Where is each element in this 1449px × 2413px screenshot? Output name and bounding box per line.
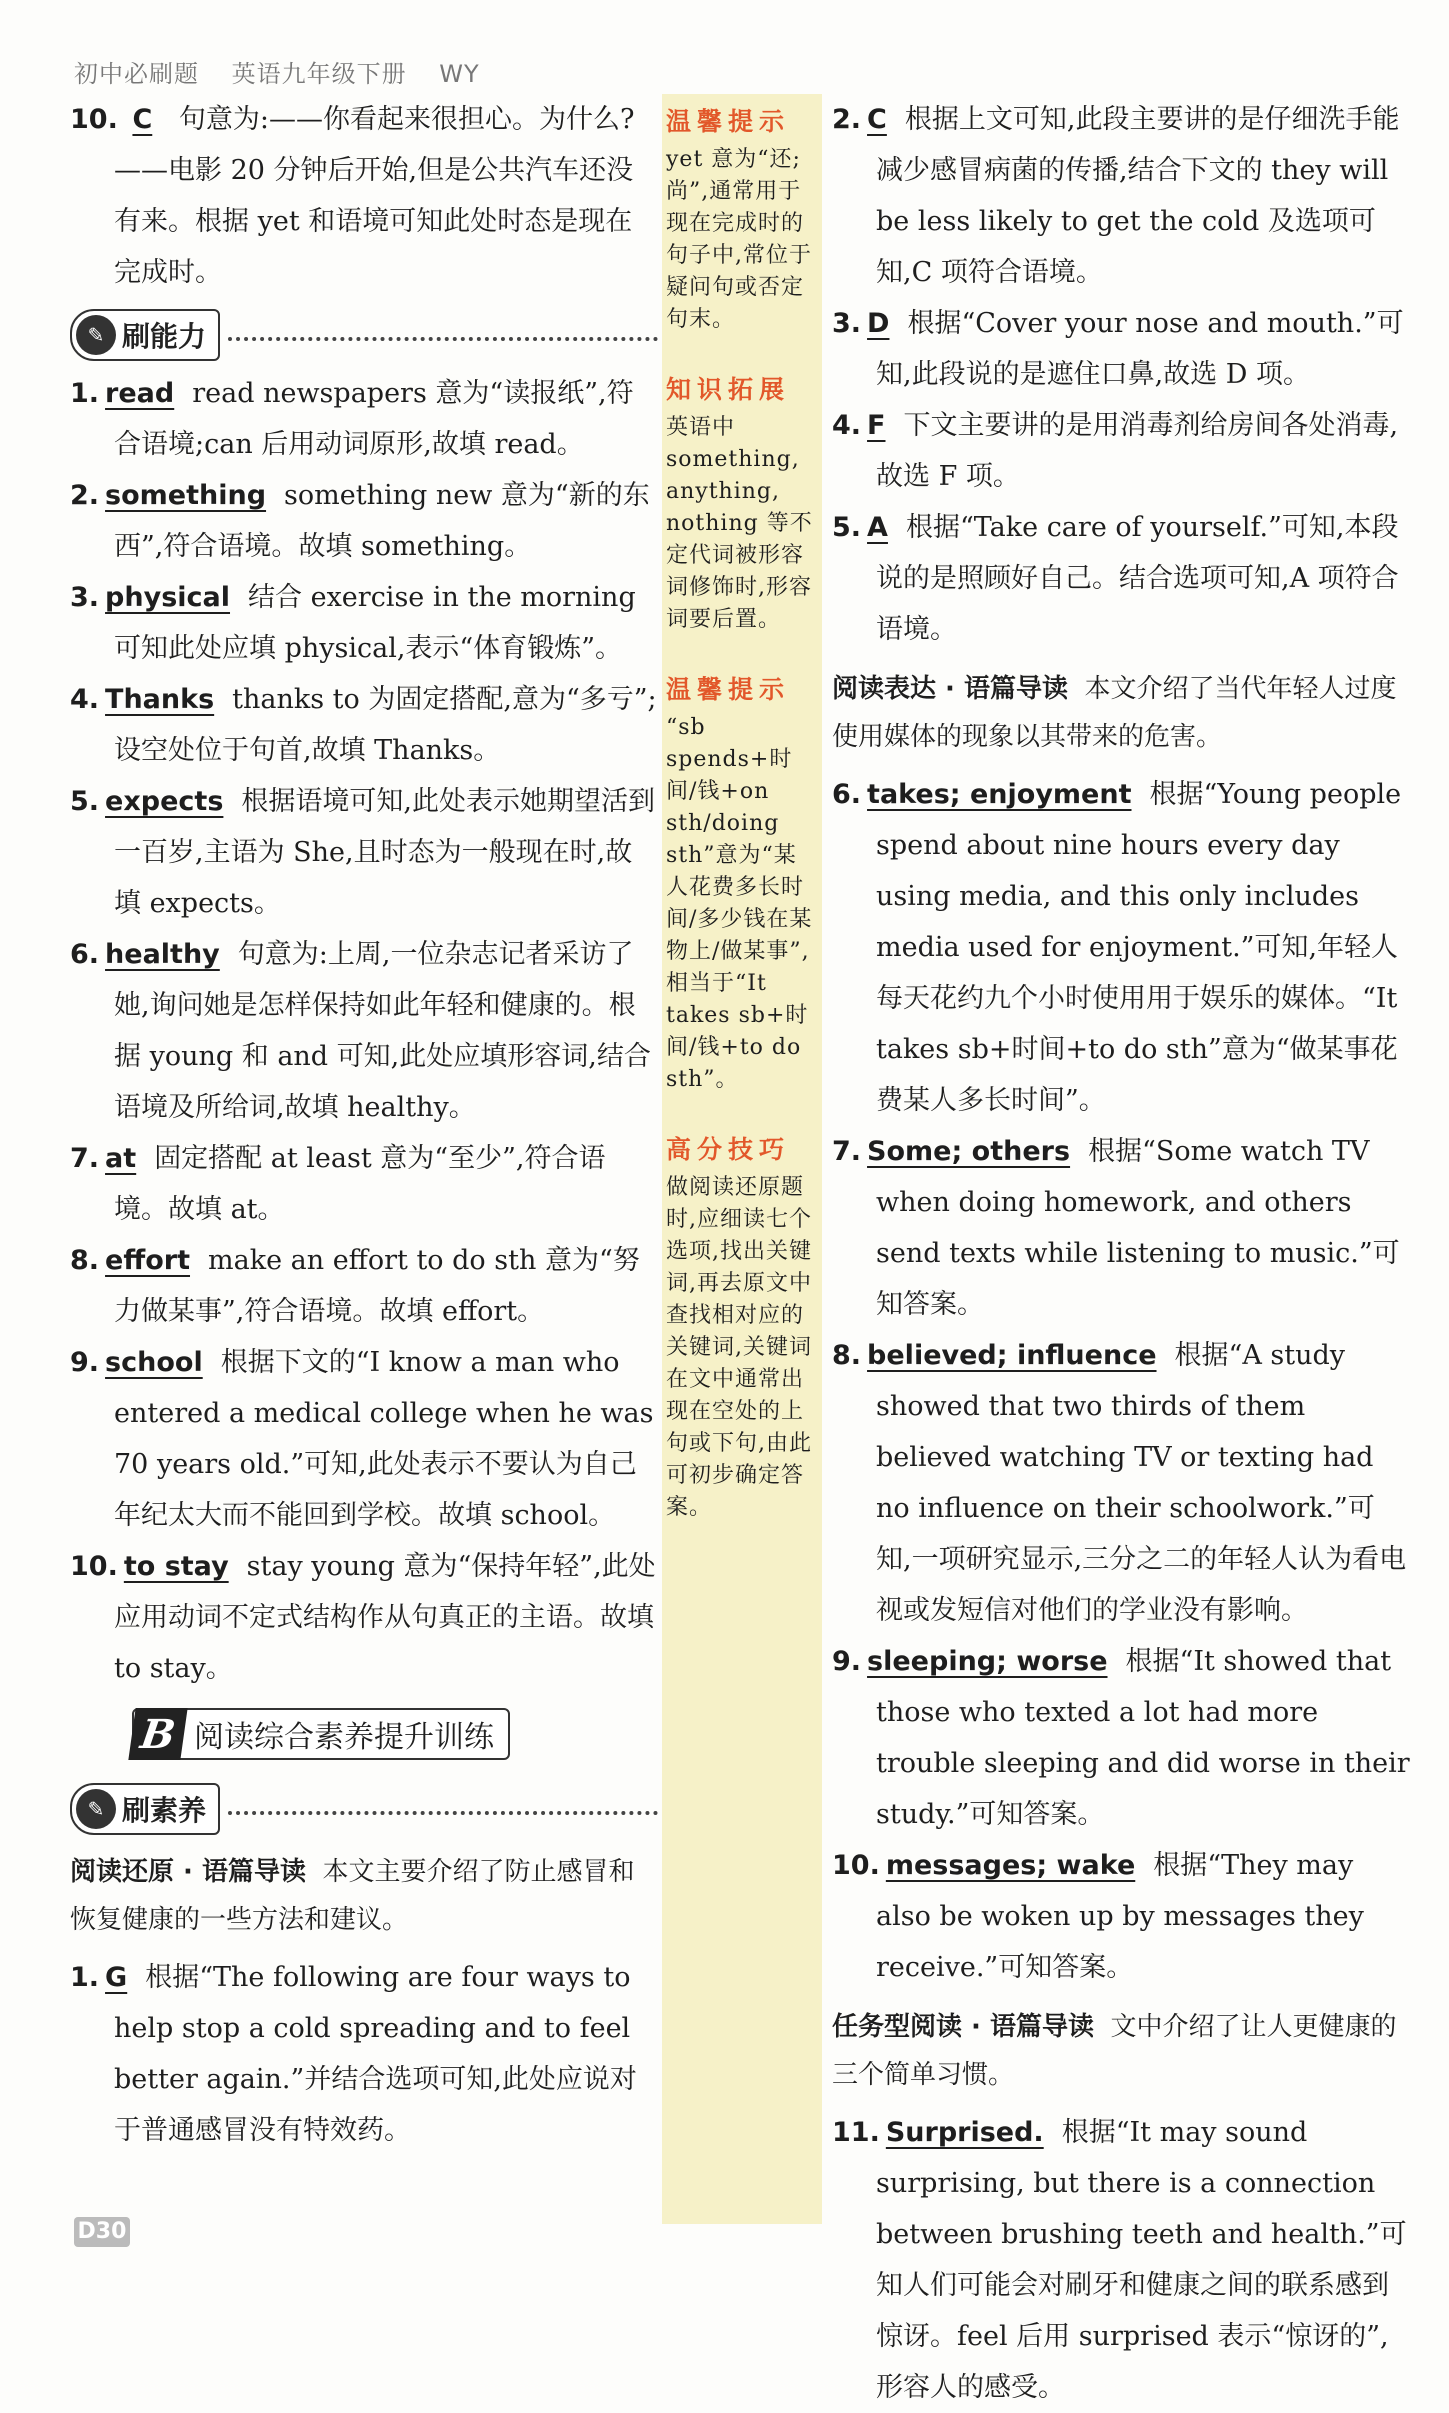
answer-item — [70, 1133, 658, 1235]
answer-item — [832, 1330, 1410, 1636]
answer-item — [70, 929, 658, 1133]
item-number: 8. — [832, 1340, 862, 1371]
item-answer: read — [105, 378, 175, 409]
item-answer: G — [105, 1962, 128, 1993]
section-banner — [132, 1708, 510, 1760]
item-explanation: 根据“Take care of yourself.”可知,本段说的是照顾好自己。结合选项可知,A 项符合语境。 — [876, 512, 1399, 645]
item-number: 7. — [70, 1143, 100, 1174]
reading-guide — [832, 665, 1410, 761]
answer-list — [832, 2107, 1410, 2413]
section-badge — [70, 1783, 220, 1835]
item-answer: takes; enjoyment — [867, 779, 1132, 810]
left-column — [70, 94, 658, 2156]
banner-letter: B — [128, 1708, 187, 1760]
tip-title: 知识拓展 — [666, 375, 791, 404]
answer-list — [70, 1952, 658, 2156]
item-explanation: 结合 exercise in the morning 可知此处应填 physical,表示“体育锻炼”。 — [114, 582, 636, 664]
answer-item — [70, 1337, 658, 1541]
tip-box — [662, 1122, 822, 1524]
answer-item — [70, 1952, 658, 2156]
item-answer: healthy — [105, 939, 220, 970]
tip-text: 做阅读还原题时,应细读七个选项,找出关键词,再去原文中查找相对应的关键词,关键词在文中通常出现在空处的上句或下句,由此可初步确定答案。 — [666, 1175, 812, 1520]
item-explanation: 固定搭配 at least 意为“至少”,符合语境。故填 at。 — [114, 1143, 606, 1225]
item-answer: school — [105, 1347, 203, 1378]
item-explanation: 根据语境可知,此处表示她期望活到一百岁,主语为 She,且时态为一般现在时,故填 expects。 — [114, 786, 655, 919]
answer-item — [832, 400, 1410, 502]
guide-title: 阅读还原 · 语篇导读 — [70, 1857, 306, 1887]
item-answer: Surprised. — [885, 2117, 1044, 2148]
answer-item — [832, 2107, 1410, 2413]
tips-list — [662, 94, 822, 1524]
item-answer: something — [105, 480, 267, 511]
item-number: 9. — [832, 1646, 862, 1677]
tip-text: 英语中 something, anything, nothing 等不定代词被形容词修饰时,形容词要后置。 — [666, 415, 813, 632]
section-badge — [70, 309, 220, 361]
pen-icon: ✎ — [76, 1789, 116, 1829]
item-answer: Some; others — [867, 1136, 1071, 1167]
tip-text: “sb spends+时间/钱+on sth/doing sth”意为“某人花费多长时间/多少钱在某物上/做某事”,相当于“It takes sb+时间/钱+to do sth”。 — [666, 715, 813, 1092]
item-answer: messages; wake — [885, 1850, 1136, 1881]
answer-item — [832, 502, 1410, 655]
edition: WY — [439, 60, 480, 88]
item-answer: believed; influence — [867, 1340, 1157, 1371]
item-number: 10. — [70, 1551, 118, 1582]
reading-guide — [70, 1848, 658, 1944]
item-explanation: 根据下文的“I know a man who entered a medical college when he was 70 years old.”可知,此处表示不要认为自己年纪太大而不能回到学校。故填 school。 — [114, 1347, 654, 1531]
answer-item — [832, 1636, 1410, 1840]
answer-item — [70, 368, 658, 470]
item-number: 9. — [70, 1347, 100, 1378]
item-answer: sleeping; worse — [867, 1646, 1108, 1677]
answer-item — [832, 298, 1410, 400]
answer-item — [70, 94, 658, 298]
book-name: 英语九年级下册 — [231, 60, 407, 88]
guide-text: 本文主要介绍了防止感冒和恢复健康的一些方法和建议。 — [70, 1857, 635, 1935]
guide-text: 本文介绍了当代年轻人过度使用媒体的现象以其带来的危害。 — [832, 674, 1397, 752]
item-explanation: 句意为:——你看起来很担心。为什么?——电影 20 分钟后开始,但是公共汽车还没有来。根据 yet 和语境可知此处时态是现在完成时。 — [114, 104, 635, 288]
tips-sidebar — [662, 94, 822, 2224]
item-answer: effort — [105, 1245, 191, 1276]
item-explanation: stay young 意为“保持年轻”,此处应用动词不定式结构作从句真正的主语。故填 to stay。 — [114, 1551, 656, 1684]
item-number: 3. — [832, 308, 862, 339]
answer-item — [70, 1541, 658, 1694]
item-answer: A — [867, 512, 888, 543]
item-explanation: 根据“The following are four ways to help stop a cold spreading and to feel better again.”并结合选项可知,此处应说对于普通感冒没有特效药。 — [114, 1962, 637, 2146]
item-number: 4. — [832, 410, 862, 441]
answer-item — [70, 674, 658, 776]
item-explanation: make an effort to do sth 意为“努力做某事”,符合语境。故填 effort。 — [114, 1245, 640, 1327]
tip-title: 高分技巧 — [666, 1135, 791, 1164]
section-label: 刷素养 — [122, 1794, 207, 1827]
section-heading — [70, 306, 658, 364]
item-explanation: 句意为:上周,一位杂志记者采访了她,询问她是怎样保持如此年轻和健康的。根据 young 和 and 可知,此处应填形容词,结合语境及所给词,故填 healthy。 — [114, 939, 651, 1123]
answer-item — [832, 769, 1410, 1126]
item-answer: to stay — [123, 1551, 229, 1582]
series-name: 初中必刷题 — [74, 60, 199, 88]
guide-title: 任务型阅读 · 语篇导读 — [832, 2012, 1094, 2042]
tip-box — [662, 662, 822, 1096]
item-explanation: read newspapers 意为“读报纸”,符合语境;can 后用动词原形,故填 read。 — [114, 378, 634, 460]
banner-title: 阅读综合素养提升训练 — [194, 1720, 494, 1755]
running-header — [74, 54, 504, 89]
item-explanation: 根据上文可知,此段主要讲的是仔细洗手能减少感冒病菌的传播,结合下文的 they will be less likely to get the cold 及选项可知,C 项符合语境。 — [876, 104, 1400, 288]
item-explanation: something new 意为“新的东西”,符合语境。故填 something。 — [114, 480, 650, 562]
item-number: 11. — [832, 2117, 880, 2148]
section-heading — [70, 1780, 658, 1838]
item-explanation: 根据“Young people spend about nine hours every day using media, and this only includes media used for enjoyment.”可知,年轻人每天花约九个小时使用用于娱乐的媒体。“It takes sb+时间+to do sth”意为“做某事花费某人多长时间”。 — [876, 779, 1402, 1116]
item-number: 5. — [832, 512, 862, 543]
answer-item — [832, 1840, 1410, 1993]
item-number: 6. — [70, 939, 100, 970]
item-number: 1. — [70, 378, 100, 409]
answer-list — [70, 368, 658, 1694]
item-answer: F — [867, 410, 886, 441]
answer-item — [70, 470, 658, 572]
reading-guide — [832, 2003, 1410, 2099]
answer-item — [70, 1235, 658, 1337]
item-explanation: 根据“It showed that those who texted a lot had more trouble sleeping and did worse in their study.”可知答案。 — [876, 1646, 1410, 1830]
section-label: 刷能力 — [122, 320, 207, 353]
answer-item — [70, 572, 658, 674]
item-number: 3. — [70, 582, 100, 613]
item-answer: Thanks — [105, 684, 215, 715]
tip-box — [662, 94, 822, 336]
tip-box — [662, 362, 822, 636]
item-number: 6. — [832, 779, 862, 810]
answer-item — [70, 776, 658, 929]
dotted-rule — [228, 1811, 658, 1815]
item-number: 2. — [832, 104, 862, 135]
item-answer: C — [132, 104, 153, 135]
item-answer: expects — [105, 786, 224, 817]
guide-title: 阅读表达 · 语篇导读 — [832, 674, 1068, 704]
answer-list — [832, 769, 1410, 1993]
item-number: 8. — [70, 1245, 100, 1276]
answer-list — [832, 94, 1410, 655]
item-number: 7. — [832, 1136, 862, 1167]
tip-title: 温馨提示 — [666, 107, 791, 136]
item-number: 5. — [70, 786, 100, 817]
item-answer: at — [105, 1143, 137, 1174]
item-explanation: 根据“Cover your nose and mouth.”可知,此段说的是遮住口鼻,故选 D 项。 — [876, 308, 1404, 390]
item-explanation: 下文主要讲的是用消毒剂给房间各处消毒,故选 F 项。 — [876, 410, 1399, 492]
item-explanation: 根据“Some watch TV when doing homework, and others send texts while listening to music.”可知答案。 — [876, 1136, 1400, 1320]
item-answer: D — [867, 308, 890, 339]
dotted-rule — [228, 337, 658, 341]
right-column — [832, 94, 1410, 2413]
item-explanation: 根据“A study showed that two thirds of them believed watching TV or texting had no influence on their schoolwork.”可知,一项研究显示,三分之二的年轻人认为看电视或发短信对他们的学业没有影响。 — [876, 1340, 1407, 1626]
pen-icon: ✎ — [76, 315, 116, 355]
item-answer: physical — [105, 582, 231, 613]
item-explanation: thanks to 为固定搭配,意为“多亏”;设空处位于句首,故填 Thanks。 — [114, 684, 657, 766]
answer-item — [832, 94, 1410, 298]
item-number: 1. — [70, 1962, 100, 1993]
item-answer: C — [867, 104, 887, 135]
item-explanation: 根据“It may sound surprising, but there is a connection between brushing teeth and health.”可知人们可能会对刷牙和健康之间的联系感到惊讶。feel 后用 surprised 表示“惊讶的”,形容人的感受。 — [876, 2117, 1407, 2403]
item-number: 4. — [70, 684, 100, 715]
item-number: 10. — [832, 1850, 880, 1881]
tip-text: yet 意为“还;尚”,通常用于现在完成时的句子中,常位于疑问句或否定句末。 — [666, 147, 812, 332]
answer-item — [832, 1126, 1410, 1330]
guide-text: 文中介绍了让人更健康的三个简单习惯。 — [832, 2012, 1397, 2090]
item-number: 2. — [70, 480, 100, 511]
item-explanation: 根据“They may also be woken up by messages they receive.”可知答案。 — [876, 1850, 1364, 1983]
page-number: D30 — [74, 2217, 130, 2247]
tip-title: 温馨提示 — [666, 675, 791, 704]
item-number: 10. — [70, 104, 118, 135]
